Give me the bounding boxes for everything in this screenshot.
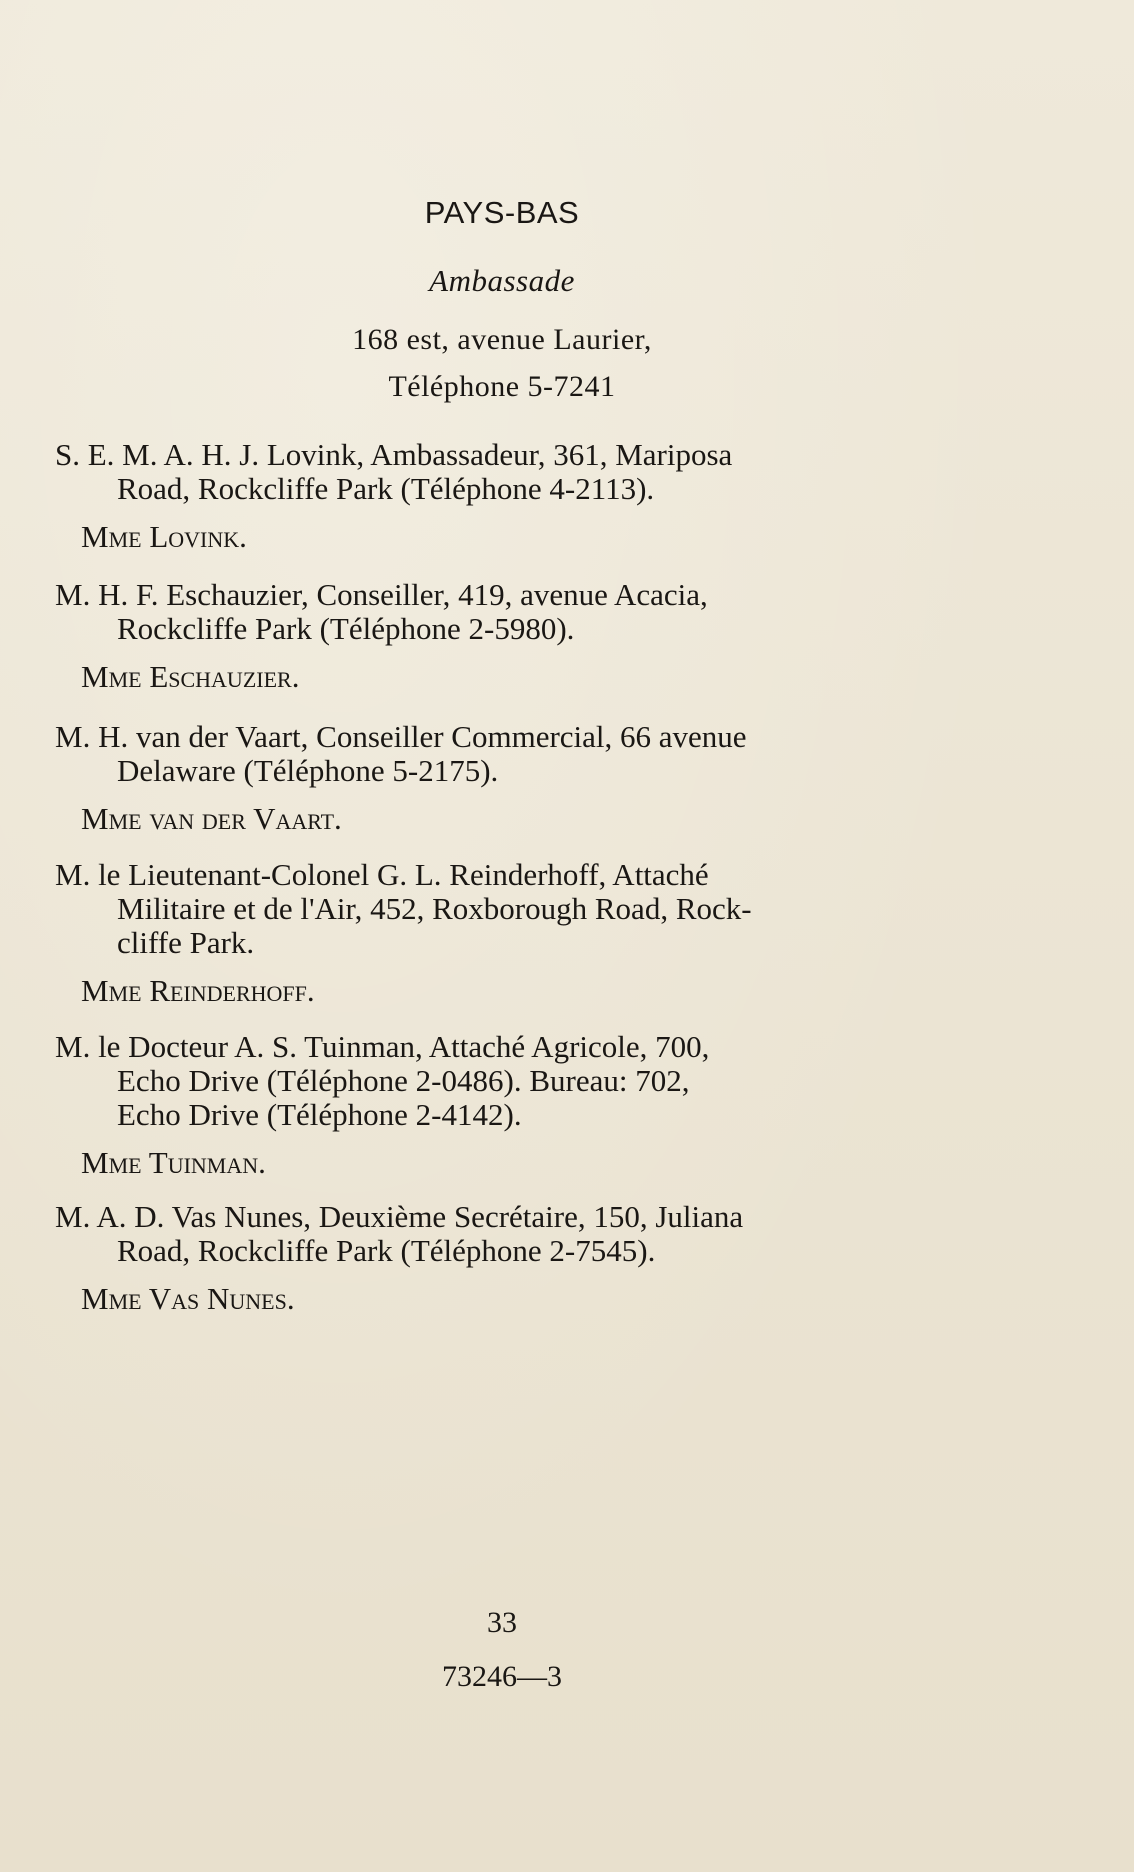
entry-spouse: Mme Vas Nunes.: [81, 1281, 295, 1316]
entry-line: M. H. van der Vaart, Conseiller Commercial, 66 avenue: [55, 719, 747, 754]
section-heading: Ambassade: [429, 263, 575, 298]
entry-line: Road, Rockcliffe Park (Téléphone 2-7545).: [117, 1233, 656, 1268]
entry-line: Echo Drive (Téléphone 2-0486). Bureau: 702,: [117, 1063, 690, 1098]
embassy-address: 168 est, avenue Laurier,: [352, 323, 652, 356]
embassy-phone: Téléphone 5-7241: [388, 370, 616, 403]
entry-line: M. H. F. Eschauzier, Conseiller, 419, avenue Acacia,: [55, 577, 708, 612]
page-number: 33: [487, 1606, 517, 1639]
entry-line: Delaware (Téléphone 5-2175).: [117, 753, 499, 788]
country-heading: PAYS-BAS: [424, 195, 580, 230]
entry-spouse: Mme Tuinman.: [81, 1145, 266, 1180]
directory-entry: [55, 720, 945, 836]
directory-entry: [55, 858, 945, 1008]
directory-entry: [55, 438, 945, 554]
entry-spouse: Mme Eschauzier.: [81, 659, 300, 694]
entry-line: M. le Lieutenant-Colonel G. L. Reinderhoff, Attaché: [55, 857, 709, 892]
entry-spouse: Mme Lovink.: [81, 519, 247, 554]
entry-line: M. A. D. Vas Nunes, Deuxième Secrétaire, 150, Juliana: [55, 1199, 744, 1234]
directory-entry: [55, 1030, 945, 1180]
directory-entry: [55, 1200, 945, 1316]
printer-signature: 73246—3: [442, 1660, 562, 1693]
entry-line: M. le Docteur A. S. Tuinman, Attaché Agricole, 700,: [55, 1029, 710, 1064]
entry-line: Road, Rockcliffe Park (Téléphone 4-2113).: [117, 471, 655, 506]
entry-line: S. E. M. A. H. J. Lovink, Ambassadeur, 361, Mariposa: [55, 437, 733, 472]
directory-entry: [55, 578, 945, 694]
entry-line: Echo Drive (Téléphone 2-4142).: [117, 1097, 522, 1132]
entry-line: Militaire et de l'Air, 452, Roxborough Road, Rock-: [117, 891, 752, 926]
entry-line: Rockcliffe Park (Téléphone 2-5980).: [117, 611, 575, 646]
entry-spouse: Mme Reinderhoff.: [81, 973, 315, 1008]
entry-line: cliffe Park.: [117, 925, 255, 960]
entry-spouse: Mme van der Vaart.: [81, 801, 342, 836]
